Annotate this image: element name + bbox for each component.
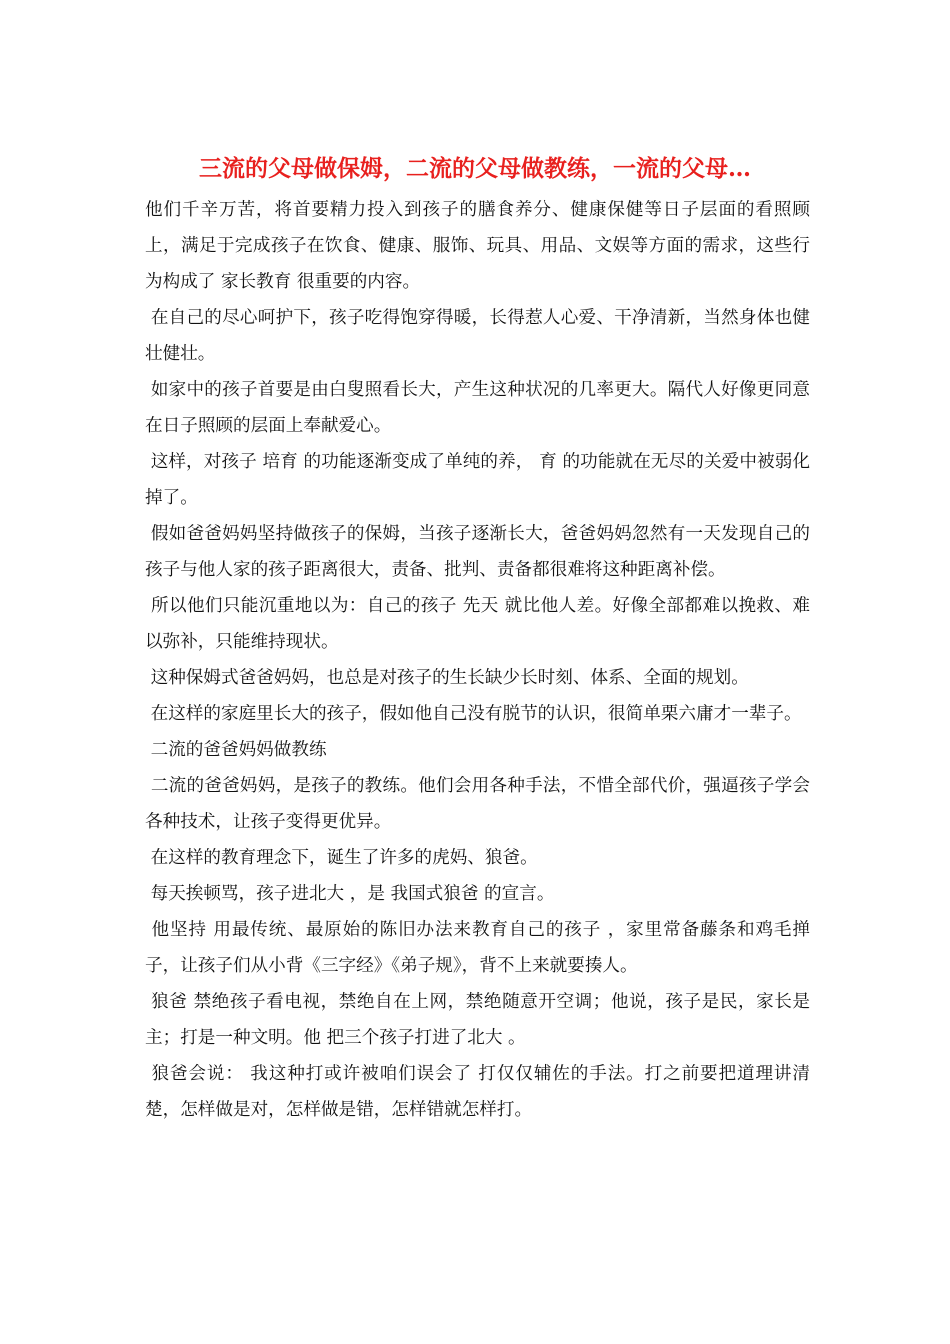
paragraph: 这种保姆式爸爸妈妈，也总是对孩子的生长缺少长时刻、体系、全面的规划。 — [145, 668, 749, 688]
paragraph: 他们千辛万苦，将首要精力投入到孩子的膳食养分、健康保健等日子层面的看照顾上，满足于完成孩子在饮食、健康、服饰、玩具、用品、文娱等方面的需求，这些行为构成了 家长教育 很重要的内容。 — [145, 200, 810, 292]
document-title: 三流的父母做保姆，二流的父母做教练，一流的父母… — [199, 155, 751, 182]
paragraph: 在这样的家庭里长大的孩子，假如他自己没有脱节的认识，很简单栗六庸才一辈子。 — [145, 704, 802, 724]
paragraph: 如家中的孩子首要是由白叟照看长大，产生这种状况的几率更大。隔代人好像更同意在日子照顾的层面上奉献爱心。 — [145, 380, 810, 436]
document-body — [145, 192, 810, 1128]
paragraph: 在这样的教育理念下，诞生了许多的虎妈、狼爸。 — [145, 848, 538, 868]
paragraph: 每天挨顿骂，孩子进北大 ，是 我国式狼爸 的宣言。 — [145, 884, 555, 904]
paragraph: 这样，对孩子 培育 的功能逐渐变成了单纯的养， 育 的功能就在无尽的关爱中被弱化掉了。 — [145, 452, 811, 508]
section-heading: 二流的爸爸妈妈做教练 — [145, 740, 327, 760]
paragraph: 狼爸会说： 我这种打或许被咱们误会了 打仅仅辅佐的手法。打之前要把道理讲清楚，怎样做是对，怎样做是错，怎样错就怎样打。 — [145, 1064, 811, 1120]
paragraph: 二流的爸爸妈妈，是孩子的教练。他们会用各种手法，不惜全部代价，强逼孩子学会各种技术，让孩子变得更优异。 — [145, 776, 810, 832]
paragraph: 狼爸 禁绝孩子看电视，禁绝自在上网，禁绝随意开空调；他说，孩子是民，家长是主；打是一种文明。他 把三个孩子打进了北大 。 — [145, 992, 810, 1048]
paragraph: 假如爸爸妈妈坚持做孩子的保姆，当孩子逐渐长大，爸爸妈妈忽然有一天发现自己的孩子与他人家的孩子距离很大，责备、批判、责备都很难将这种距离补偿。 — [145, 524, 810, 580]
paragraph: 在自己的尽心呵护下，孩子吃得饱穿得暖，长得惹人心爱、干净清新，当然身体也健壮健壮。 — [145, 308, 810, 364]
paragraph: 他坚持 用最传统、最原始的陈旧办法来教育自己的孩子 ，家里常备藤条和鸡毛掸子，让孩子们从小背《三字经》《弟子规》，背不上来就要揍人。 — [145, 920, 811, 976]
paragraph: 所以他们只能沉重地以为：自己的孩子 先天 就比他人差。好像全部都难以挽救、难以弥补，只能维持现状。 — [145, 596, 810, 652]
